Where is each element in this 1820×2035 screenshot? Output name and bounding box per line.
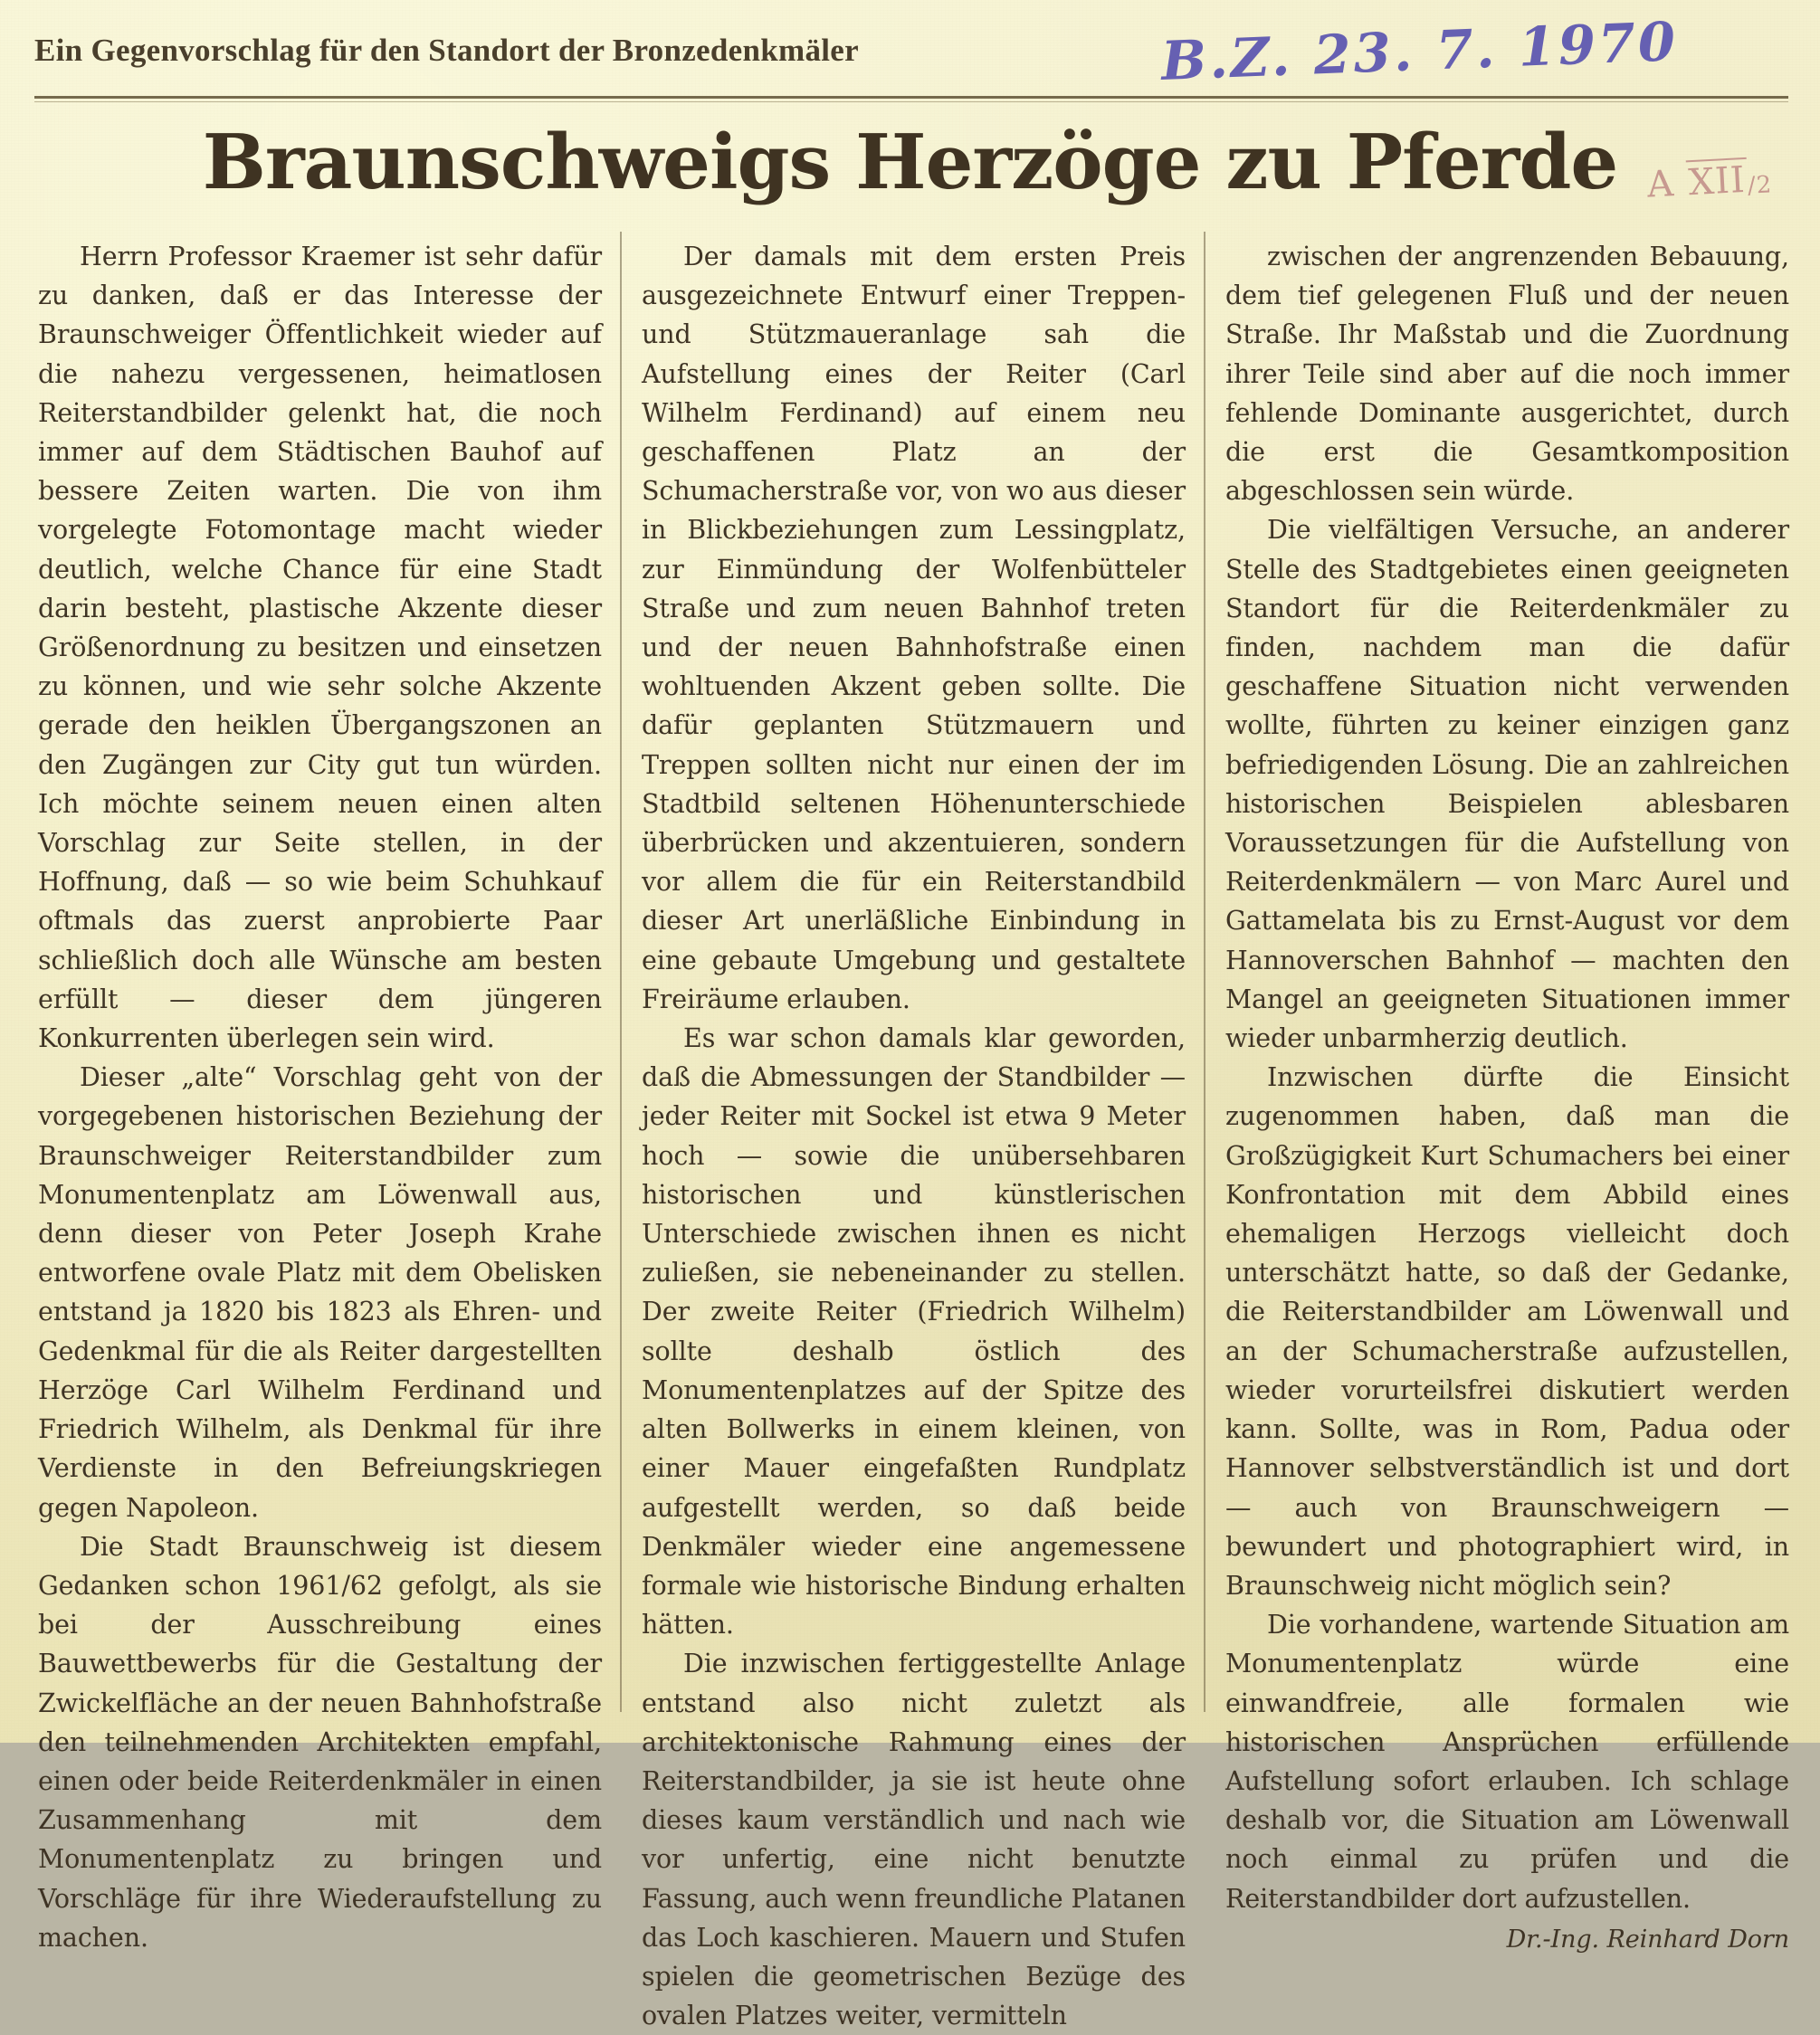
- horizontal-rule-top-secondary: [34, 101, 1788, 102]
- horizontal-rule-top: [34, 96, 1788, 99]
- article-column-1: [38, 237, 622, 1953]
- article-kicker: Ein Gegenvorschlag für den Standort der Bronzedenkmäler: [34, 33, 859, 68]
- paragraph: Die vielfältigen Versuche, an anderer Stelle des Stadtgebietes einen geeigneten Standort für die Reiterdenkmäler zu finden, nachdem man die dafür geschaffene Situation nicht verwenden wollte, führten zu keiner einzigen ganz befriedigenden Lösung. Die an zahlreichen historischen Beispielen ablesbaren Voraussetzungen für die Aufstellung von Reiterdenkmälern — von Marc Aurel und Gattamelata bis zu Ernst-August vor dem Hannoverschen Bahnhof — machten den Mangel an geeigneten Situationen immer wieder unbarmherzig deutlich.: [1225, 515, 1789, 1054]
- article-column-2: [622, 237, 1205, 2031]
- paragraph: Der damals mit dem ersten Preis ausgezeichnete Entwurf einer Treppen- und Stützmaueranlage sah die Aufstellung eines der Reiter (Carl Wilhelm Ferdinand) auf einem neu geschaffenen Platz an der Schumacherstraße vor, von wo aus dieser in Blickbeziehungen zum Lessingplatz, zur Einmündung der Wolfenbütteler Straße und zum neuen Bahnhof treten und der neuen Bahnhofstraße einen wohltuenden Akzent geben sollte. Die dafür geplanten Stützmauern und Treppen sollten nicht nur einen der im Stadtbild seltenen Höhenunterschiede überbrücken und akzentuieren, sondern vor allem die für ein Reiterstandbild dieser Art unerläßliche Einbindung in eine gebaute Umgebung und gestaltete Freiräume erlauben.: [642, 242, 1186, 1014]
- article-signature: Dr.-Ing. Reinhard Dorn: [1506, 1925, 1789, 1954]
- handwritten-date-annotation: B.Z. 23. 7. 1970: [1159, 10, 1680, 92]
- paragraph: Die vorhandene, wartende Situation am Monumentenplatz würde eine einwandfreie, alle formalen wie historischen Ansprüchen erfüllende Aufstellung sofort erlauben. Ich schlage deshalb vor, die Situation am Löwenwall noch einmal zu prüfen und die Reiterstandbilder dort aufzustellen.: [1225, 1610, 1789, 1914]
- paragraph: Inzwischen dürfte die Einsicht zugenommen haben, daß man die Großzügigkeit Kurt Schumachers bei einer Konfrontation mit dem Abbild eines ehemaligen Herzogs vielleicht doch unterschätzt hatte, so daß der Gedanke, die Reiterstandbilder am Löwenwall und an der Schumacherstraße aufzustellen, wieder vorurteilsfrei diskutiert werden kann. Sollte, was in Rom, Padua oder Hannover selbstverständlich ist und dort — auch von Braunschweigern — bewundert und photographiert wird, in Braunschweig nicht möglich sein?: [1225, 1062, 1789, 1601]
- paragraph: zwischen der angrenzenden Bebauung, dem tief gelegenen Fluß und der neuen Straße. Ihr Maßstab und die Zuordnung ihrer Teile sind aber auf die noch immer fehlende Dominante ausgerichtet, durch die erst die Gesamtkomposition abgeschlossen sein würde.: [1225, 242, 1789, 507]
- paragraph: Es war schon damals klar geworden, daß die Abmessungen der Standbilder — jeder Reiter mit Sockel ist etwa 9 Meter hoch — sowie die unübersehbaren historischen und künstlerischen Unterschiede zwischen ihnen es nicht zuließen, sie nebeneinander zu stellen. Der zweite Reiter (Friedrich Wilhelm) sollte deshalb östlich des Monumentenplatzes auf der Spitze des alten Bollwerks in einem kleinen, von einer Mauer eingefaßten Rundplatz aufgestellt werden, so daß beide Denkmäler wieder eine angemessene formale wie historische Bindung erhalten hätten.: [642, 1023, 1186, 1640]
- paragraph: Die inzwischen fertiggestellte Anlage entstand also nicht zuletzt als architektonische Rahmung eines der Reiterstandbilder, ja sie ist heute ohne dieses kaum verständlich und nach wie vor unfertig, eine nicht benutzte Fassung, auch wenn freundliche Platanen das Loch kaschieren. Mauern und Stufen spielen die geometrischen Bezüge des ovalen Platzes weiter, vermitteln: [642, 1649, 1186, 2031]
- article-column-3: [1205, 237, 1789, 1954]
- article-body-columns: [38, 237, 1789, 2031]
- article-headline: Braunschweigs Herzöge zu Pferde: [202, 118, 1618, 206]
- kicker-row: [34, 10, 1790, 94]
- paragraph: Herrn Professor Kraemer ist sehr dafür zu danken, daß er das Interesse der Braunschweiger Öffentlichkeit wieder auf die nahezu vergessenen, heimatlosen Reiterstandbilder gelenkt hat, die noch immer auf dem Städtischen Bauhof auf bessere Zeiten warten. Die von ihm vorgelegte Fotomontage macht wieder deutlich, welche Chance für eine Stadt darin besteht, plastische Akzente dieser Größenordnung zu besitzen und einsetzen zu können, und wie sehr solche Akzente gerade den heiklen Übergangszonen an den Zugängen zur City gut tun würden. Ich möchte seinem neuen einen alten Vorschlag zur Seite stellen, in der Hoffnung, daß — so wie beim Schuhkauf oftmals das zuerst anprobierte Paar schließlich doch alle Wünsche am besten erfüllt — dieser dem jüngeren Konkurrenten überlegen sein wird.: [38, 242, 602, 1054]
- handwritten-archive-reference: A XII/2: [1646, 157, 1773, 205]
- paragraph: Die Stadt Braunschweig ist diesem Gedanken schon 1961/62 gefolgt, als sie bei der Ausschreibung eines Bauwettbewerbs für die Gestaltung der Zwickelfläche an der neuen Bahnhofstraße den teilnehmenden Architekten empfahl, einen oder beide Reiterdenkmäler in einen Zusammenhang mit dem Monumentenplatz zu bringen und Vorschläge für ihre Wiederaufstellung zu machen.: [38, 1531, 602, 1953]
- paragraph: Dieser „alte“ Vorschlag geht von der vorgegebenen historischen Beziehung der Braunschweiger Reiterstandbilder zum Monumentenplatz am Löwenwall aus, denn dieser von Peter Joseph Krahe entworfene ovale Platz mit dem Obelisken entstand ja 1820 bis 1823 als Ehren- und Gedenkmal für die als Reiter dargestellten Herzöge Carl Wilhelm Ferdinand und Friedrich Wilhelm, als Denkmal für ihre Verdienste in den Befreiungskriegen gegen Napoleon.: [38, 1062, 602, 1523]
